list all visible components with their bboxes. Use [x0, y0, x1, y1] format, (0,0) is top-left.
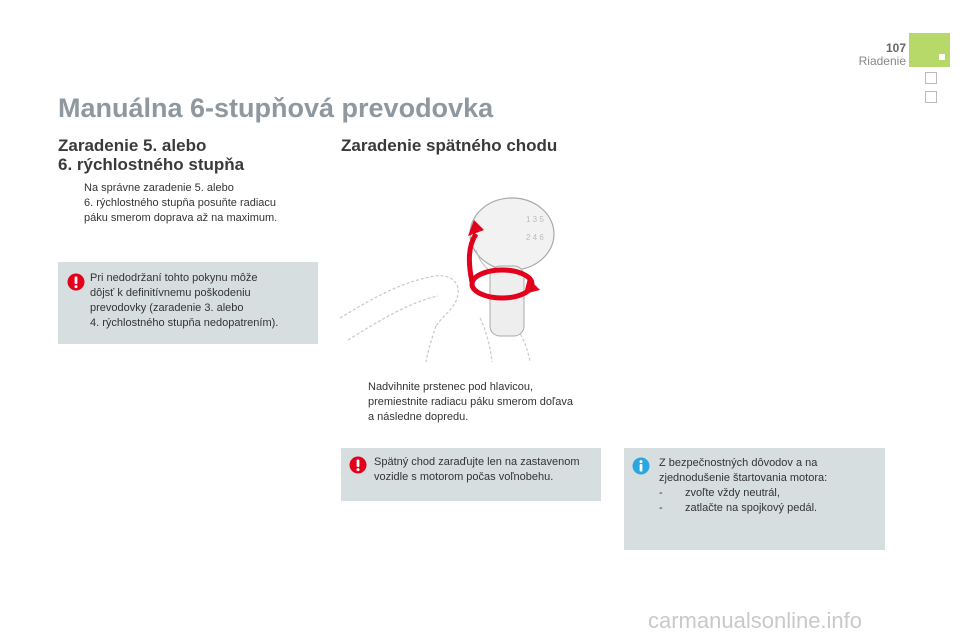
- info-item-text: zatlačte na spojkový pedál.: [685, 502, 818, 514]
- list-dash: -: [659, 502, 663, 514]
- chapter-tab-empty: [925, 72, 937, 84]
- warning-line: prevodovky (zaradenie 3. alebo: [90, 302, 244, 314]
- instruction-line: premiestnite radiacu páku smerom doľava: [368, 396, 573, 408]
- info-list-item: [659, 501, 881, 516]
- heading-line: 6. rýchlostného stupňa: [58, 155, 245, 174]
- page-title: Manuálna 6-stupňová prevodovka: [58, 93, 494, 123]
- instruction-line: Na správne zaradenie 5. alebo: [84, 182, 234, 194]
- info-note: [624, 448, 885, 550]
- warning-note-reverse: [341, 448, 601, 501]
- heading-reverse-gear: Zaradenie spätného chodu: [341, 136, 558, 155]
- exclamation-icon: [67, 273, 85, 291]
- section-name: Riadenie: [858, 54, 906, 68]
- gear-lever-illustration: [340, 190, 572, 362]
- instruction-line: Nadvihnite prstenec pod hlavicou,: [368, 381, 534, 393]
- chapter-tab-empty: [925, 91, 937, 103]
- info-line: Z bezpečnostných dôvodov a na: [659, 457, 818, 469]
- instruction-line: a následne dopredu.: [368, 411, 469, 423]
- warning-line: vozidle s motorom počas voľnobehu.: [374, 471, 554, 483]
- tab-marker: [939, 54, 945, 60]
- info-icon: [632, 457, 650, 475]
- heading-5-6-gear: [58, 136, 244, 174]
- list-dash: -: [659, 487, 663, 499]
- instruction-line: 6. rýchlostného stupňa posuňte radiacu: [84, 197, 277, 209]
- warning-line: dôjsť k definitívnemu poškodeniu: [90, 287, 251, 299]
- info-list-item: [659, 486, 881, 501]
- exclamation-icon: [349, 456, 367, 474]
- info-item-text: zvoľte vždy neutrál,: [685, 487, 780, 499]
- warning-line: Pri nedodržaní tohto pokynu môže: [90, 272, 258, 284]
- warning-line: Spätný chod zaraďujte len na zastavenom: [374, 456, 580, 468]
- chapter-tab: [909, 33, 950, 67]
- svg-text:2 4 6: 2 4 6: [526, 233, 544, 242]
- watermark: carmanualsonline.info: [648, 608, 863, 633]
- svg-text:1 3 5: 1 3 5: [526, 215, 544, 224]
- warning-note-gear: [58, 262, 318, 344]
- instruction-5-6-gear: [62, 181, 312, 231]
- page-number: 107: [885, 41, 906, 55]
- heading-line: Zaradenie 5. alebo: [58, 136, 207, 155]
- warning-line: 4. rýchlostného stupňa nedopatrením).: [90, 317, 279, 329]
- instruction-reverse-gear: [346, 380, 606, 430]
- instruction-line: páku smerom doprava až na maximum.: [84, 212, 278, 224]
- info-line: zjednodušenie štartovania motora:: [659, 472, 828, 484]
